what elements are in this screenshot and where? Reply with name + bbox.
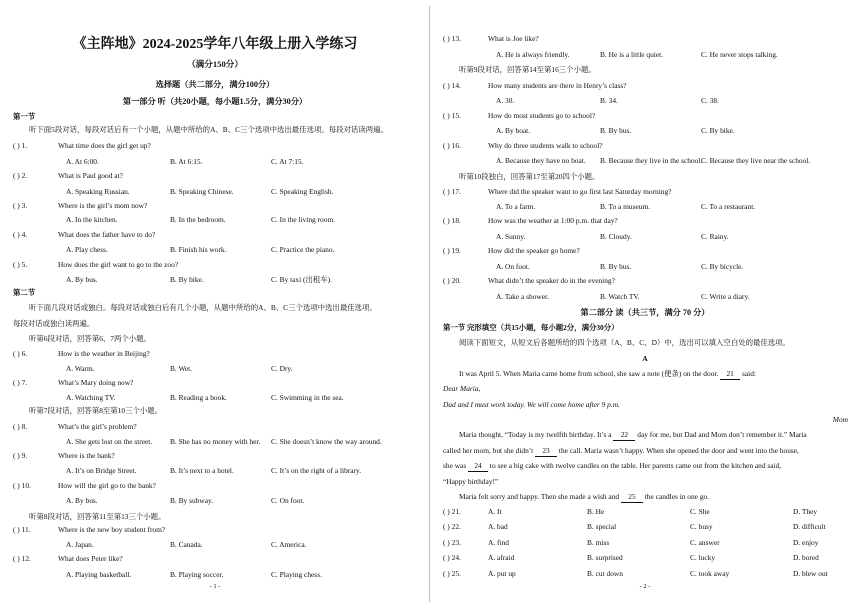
- blank-23: 23: [535, 446, 557, 457]
- option-b: B. By bike.: [170, 275, 204, 284]
- option-b: B. At 6:15.: [170, 157, 203, 166]
- cloze-option-d: D. They: [793, 507, 818, 516]
- sec1-label: 第一节: [13, 112, 36, 121]
- option-a: A. He is always friendly.: [496, 50, 570, 59]
- option-b: B. In the bedroom.: [170, 215, 226, 224]
- passage-text: called her mom, but she didn’t: [443, 446, 534, 455]
- option-a: A. Warm.: [66, 364, 95, 373]
- question-text: What’s the girl’s problem?: [58, 422, 137, 431]
- question-text: How will the girl go to the bank?: [58, 481, 156, 490]
- question-text: How did the speaker go home?: [488, 246, 580, 255]
- full-score: （满分150分）: [187, 59, 243, 69]
- option-b: B. Speaking Chinese.: [170, 187, 234, 196]
- question-text: How do most students go to school?: [488, 111, 596, 120]
- passage-text: Maria thought, “Today is my twelfth birthday. It’s a: [459, 430, 612, 439]
- page-number: - 1 -: [209, 583, 221, 590]
- cloze-option-b: B. miss: [587, 538, 610, 547]
- question-number: ( ) 10.: [13, 481, 31, 490]
- blank-22: 22: [613, 430, 635, 441]
- cloze-option-a: A. bad: [488, 522, 508, 531]
- option-c: C. He never stops talking.: [701, 50, 778, 59]
- option-c: C. Write a diary.: [701, 292, 750, 301]
- option-c: C. 38.: [701, 96, 719, 105]
- question-text: What time does the girl get up?: [58, 141, 151, 150]
- option-c: C. Dry.: [271, 364, 293, 373]
- option-c: C. It’s on the right of a library.: [271, 466, 362, 475]
- question-number: ( ) 5.: [13, 260, 28, 269]
- option-a: A. In the kitchen.: [66, 215, 118, 224]
- letter-signature: Mom: [832, 415, 848, 424]
- part2-heading: 第二部分 读（共三节，满分 70 分）: [580, 308, 710, 317]
- option-c: C. Speaking English.: [271, 187, 334, 196]
- page-number: - 2 -: [639, 583, 651, 590]
- section-heading: 选择题（共二部分，满分100分）: [155, 80, 275, 89]
- question-text: What is Paul good at?: [58, 171, 123, 180]
- option-a: A. Take a shower.: [496, 292, 549, 301]
- question-number: ( ) 18.: [443, 216, 461, 225]
- option-b: B. Canada.: [170, 540, 203, 549]
- option-c: C. Playing chess.: [271, 570, 322, 579]
- cloze-option-c: C. lucky: [690, 553, 716, 562]
- option-c: C. Because they live near the school.: [701, 156, 811, 165]
- cloze-option-c: C. answer: [690, 538, 720, 547]
- cloze-option-b: B. surprised: [587, 553, 623, 562]
- option-a: A. Because they have no boat.: [496, 156, 586, 165]
- passage-text: the candles in one go.: [644, 492, 710, 501]
- cloze-option-c: C. She: [690, 507, 710, 516]
- cloze-option-a: A. put up: [488, 569, 516, 578]
- option-c: C. She doesn’t know the way around.: [271, 437, 382, 446]
- option-b: B. It’s next to a hotel.: [170, 466, 234, 475]
- sec2-instructions-line2: 每段对话或独白读两遍。: [13, 319, 95, 328]
- option-a: A. Play chess.: [66, 245, 108, 254]
- passage-text: she was: [443, 461, 467, 470]
- option-a: A. By bus.: [66, 496, 98, 505]
- option-b: B. By subway.: [170, 496, 214, 505]
- option-b: B. By bus.: [600, 126, 632, 135]
- exam-title: 《主阵地》2024-2025学年八年级上册入学练习: [72, 37, 358, 52]
- passage-text: to see a big cake with twelve candles on the table. Her parents came out from the kitchen and said,: [489, 461, 782, 470]
- passage-line-3: [443, 446, 799, 457]
- option-a: A. At 6:00.: [66, 157, 99, 166]
- question-number: ( ) 8.: [13, 422, 28, 431]
- cloze-instructions: 阅读下面短文，从短文后各题所给的四个选项（A、B、C、D）中，选出可以填入空白处的最佳选项。: [459, 338, 790, 347]
- question-number: ( ) 9.: [13, 451, 28, 460]
- option-b: B. Watch TV.: [600, 292, 640, 301]
- cloze-option-c: C. busy: [690, 522, 713, 531]
- question-number: ( ) 20.: [443, 276, 461, 285]
- passage-text: Maria felt sorry and happy. Then she made a wish and: [459, 492, 620, 501]
- cloze-option-d: D. enjoy: [793, 538, 819, 547]
- question-text: What does Peter like?: [58, 554, 123, 563]
- question-text: What’s Mary doing now?: [58, 378, 134, 387]
- note-q8-10: 听第7段对话，回答第8至第10三个小题。: [29, 406, 163, 415]
- sec1-instructions: 听下面5段对话，每段对话后有一个小题，从题中所给的A、B、C三个选项中选出最佳选项。每段对话读两遍。: [29, 125, 388, 134]
- passage-line-4: [443, 461, 781, 472]
- option-c: C. Rainy.: [701, 232, 729, 241]
- question-text: What didn’t the speaker do in the evening?: [488, 276, 615, 285]
- option-a: A. On foot.: [496, 262, 530, 271]
- question-number: ( ) 7.: [13, 378, 28, 387]
- question-text: Why do three students walk to school?: [488, 141, 603, 150]
- option-b: B. He is a little quiet.: [600, 50, 664, 59]
- question-text: How many students are there in Henry’s class?: [488, 81, 627, 90]
- cloze-number: ( ) 21.: [443, 507, 461, 516]
- blank-25: 25: [621, 492, 643, 503]
- question-number: ( ) 1.: [13, 141, 28, 150]
- passage-label: A: [642, 354, 648, 363]
- letter-body: Dad and I must work today. We will come home after 9 p.m.: [443, 400, 620, 409]
- question-number: ( ) 3.: [13, 201, 28, 210]
- question-number: ( ) 4.: [13, 230, 28, 239]
- cloze-option-c: C. took away: [690, 569, 730, 578]
- option-a: A. By bus.: [66, 275, 98, 284]
- cloze-option-a: A. afraid: [488, 553, 515, 562]
- option-a: A. Watching TV.: [66, 393, 116, 402]
- question-text: Where is the bank?: [58, 451, 115, 460]
- question-number: ( ) 19.: [443, 246, 461, 255]
- question-text: Where is the new boy student from?: [58, 525, 166, 534]
- passage-text: the call. Maria wasn’t happy. When she opened the door and went into the house,: [558, 446, 799, 455]
- option-a: A. Japan.: [66, 540, 94, 549]
- question-text: What is Joe like?: [488, 34, 539, 43]
- option-b: B. Finish his work.: [170, 245, 227, 254]
- question-number: ( ) 12.: [13, 554, 31, 563]
- blank-21: 21: [720, 369, 740, 380]
- note-q17-20: 听第10段独白，回答第17至第20四个小题。: [459, 172, 600, 181]
- passage-line-5: “Happy birthday!”: [443, 477, 499, 486]
- option-b: B. Wet.: [170, 364, 193, 373]
- passage-line-6: [459, 492, 709, 503]
- option-b: B. She has no money with her.: [170, 437, 261, 446]
- option-a: A. She gets lost on the street.: [66, 437, 153, 446]
- page-2: [430, 0, 860, 608]
- option-b: B. Reading a book.: [170, 393, 227, 402]
- part1-heading: 第一部分 听（共20小题，每小题1.5分，满分30分）: [122, 97, 308, 106]
- passage-line-2: [459, 430, 807, 441]
- option-c: C. To a restaurant.: [701, 202, 756, 211]
- blank-24: 24: [468, 461, 488, 472]
- option-c: C. In the living room.: [271, 215, 336, 224]
- cloze-number: ( ) 23.: [443, 538, 461, 547]
- option-c: C. By bike.: [701, 126, 735, 135]
- note-q14-16: 听第9段对话，回答第14至第16三个小题。: [459, 65, 596, 74]
- cloze-number: ( ) 25.: [443, 569, 461, 578]
- cloze-number: ( ) 24.: [443, 553, 461, 562]
- option-c: C. America.: [271, 540, 307, 549]
- question-number: ( ) 15.: [443, 111, 461, 120]
- cloze-option-d: D. difficult: [793, 522, 826, 531]
- sec2-label: 第二节: [13, 288, 36, 297]
- cloze-heading: 第一节 完形填空（共15小题，每小题2分，满分30分）: [443, 323, 619, 332]
- cloze-option-a: A. find: [488, 538, 509, 547]
- question-text: Where is the girl’s mom now?: [58, 201, 148, 210]
- question-text: Where did the speaker want to go first last Saturday morning?: [488, 187, 672, 196]
- option-c: C. By bicycle.: [701, 262, 744, 271]
- passage-text: said:: [742, 369, 756, 378]
- option-c: C. At 7:15.: [271, 157, 304, 166]
- cloze-option-b: B. He: [587, 507, 605, 516]
- question-number: ( ) 13.: [443, 34, 461, 43]
- letter-salutation: Dear Maria,: [443, 384, 481, 393]
- option-b: B. Because they live in the school.: [600, 156, 703, 165]
- option-b: B. Cloudy.: [600, 232, 632, 241]
- option-c: C. Practice the piano.: [271, 245, 335, 254]
- note-q11-13: 听第8段对话，回答第11至第13三个小题。: [29, 512, 166, 521]
- option-a: A. To a farm.: [496, 202, 536, 211]
- cloze-option-b: B. cut down: [587, 569, 623, 578]
- question-number: ( ) 2.: [13, 171, 28, 180]
- cloze-option-d: D. bored: [793, 553, 819, 562]
- question-text: How was the weather at 1:00 p.m. that day?: [488, 216, 618, 225]
- option-a: A. 30.: [496, 96, 515, 105]
- option-b: B. Playing soccer.: [170, 570, 224, 579]
- option-c: C. On foot.: [271, 496, 305, 505]
- question-text: What does the father have to do?: [58, 230, 156, 239]
- option-b: B. To a museum.: [600, 202, 651, 211]
- option-a: A. By boat.: [496, 126, 531, 135]
- option-b: B. 34.: [600, 96, 618, 105]
- question-text: How does the girl want to go to the zoo?: [58, 260, 179, 269]
- option-a: A. Sunny.: [496, 232, 526, 241]
- option-a: A. Speaking Russian.: [66, 187, 130, 196]
- question-number: ( ) 11.: [13, 525, 31, 534]
- note-q6-7: 听第6段对话，回答第6、7两个小题。: [29, 334, 151, 343]
- passage-text: day for me, but Dad and Mom don’t remember it.” Maria: [637, 430, 807, 439]
- option-b: B. By bus.: [600, 262, 632, 271]
- option-a: A. It’s on Bridge Street.: [66, 466, 137, 475]
- cloze-number: ( ) 22.: [443, 522, 461, 531]
- option-a: A. Playing basketball.: [66, 570, 132, 579]
- question-text: How is the weather in Beijing?: [58, 349, 150, 358]
- cloze-option-a: A. It: [488, 507, 502, 516]
- sec2-instructions-line1: 听下面几段对话或独白。每段对话或独白后有几个小题，从题中所给的A、B、C三个选项中选出最佳选项。: [29, 303, 377, 312]
- option-c: C. Swimming in the sea.: [271, 393, 344, 402]
- question-number: ( ) 6.: [13, 349, 28, 358]
- question-number: ( ) 17.: [443, 187, 461, 196]
- cloze-option-b: B. special: [587, 522, 617, 531]
- passage-line-1: [459, 369, 756, 380]
- question-number: ( ) 14.: [443, 81, 461, 90]
- option-c: C. By taxi (出租车).: [271, 275, 332, 284]
- question-number: ( ) 16.: [443, 141, 461, 150]
- cloze-option-d: D. blew out: [793, 569, 828, 578]
- passage-text: It was April 5. When Maria came home from school, she saw a note (便条) on the door.: [459, 369, 719, 378]
